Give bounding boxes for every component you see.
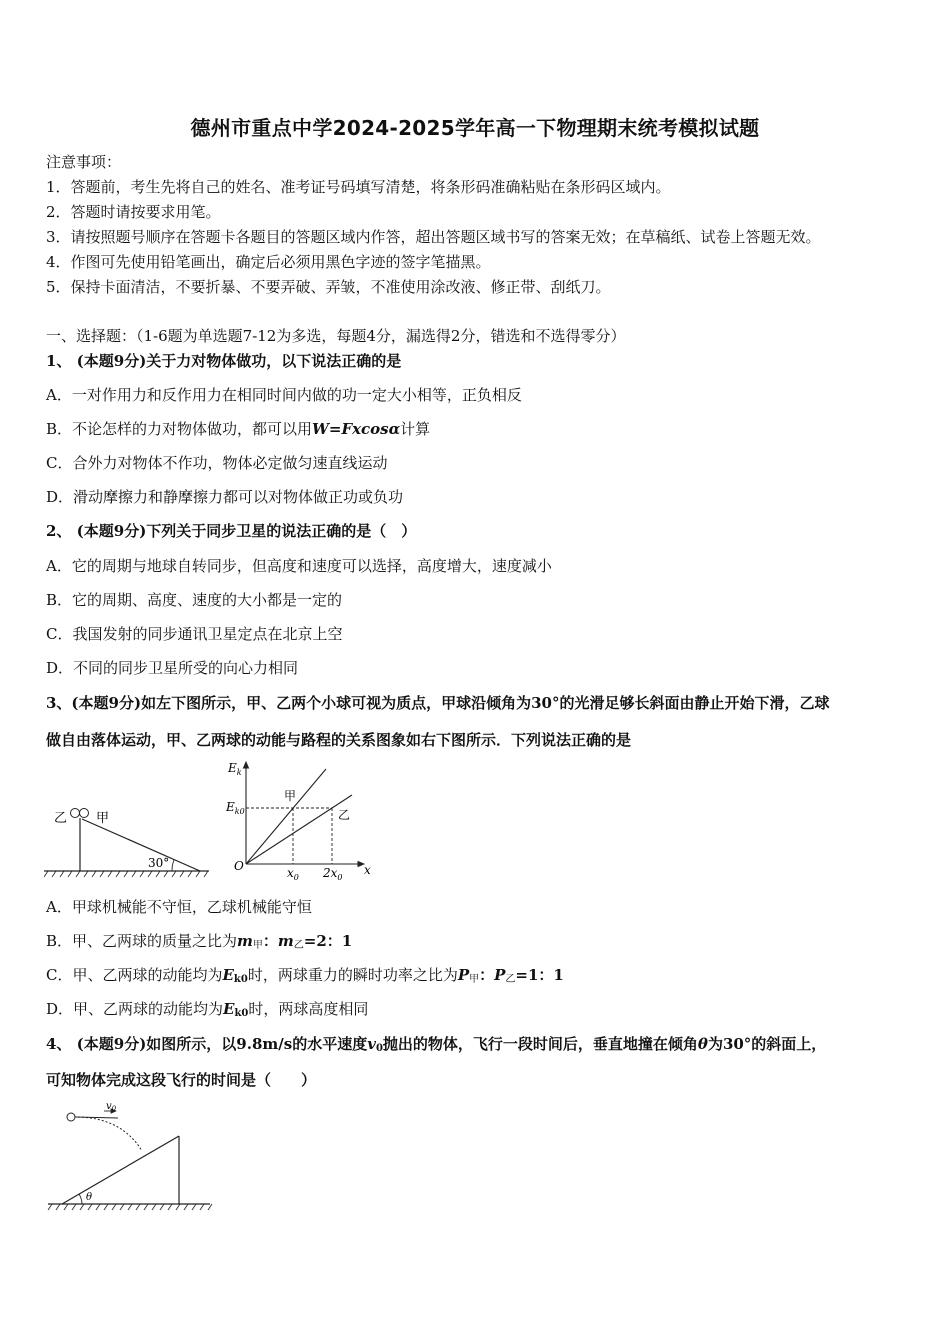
- q2-option-a: A．它的周期与地球自转同步，但高度和速度可以选择，高度增大，速度减小: [46, 557, 552, 575]
- origin-label: O: [234, 859, 244, 873]
- ground-hatch: [44, 871, 208, 877]
- q3-option-c: C．甲、乙两球的动能均为$E_{k0}$时，两球重力的瞬时功率之比为$P_甲$：$P_乙=1$：1: [46, 966, 564, 985]
- x0-label: $x_0$: [287, 866, 299, 882]
- notice-item: 5．保持卡面清洁，不要折暴、不要弄破、弄皱，不准使用涂改液、修正带、刮纸刀。: [46, 278, 611, 296]
- q1-option-b: B．不论怎样的力对物体做功，都可以用W=Fxcosα计算: [46, 420, 431, 438]
- q2-option-d: D．不同的同步卫星所受的向心力相同: [46, 659, 299, 677]
- q2-option-c: C．我国发射的同步通讯卫星定点在北京上空: [46, 625, 343, 643]
- q3-energy-graph: [224, 758, 384, 882]
- line-jia-label: 甲: [284, 789, 297, 803]
- theta-arc: [79, 1194, 82, 1204]
- projectile-ball: [67, 1113, 75, 1121]
- label-angle: 30°: [148, 856, 170, 870]
- ground-hatch: [48, 1204, 212, 1210]
- q1-option-a: A．一对作用力和反作用力在相同时间内做的功一定大小相等，正负相反: [46, 386, 522, 404]
- label-jia: 甲: [96, 811, 110, 826]
- question-4-stem-cont: 可知物体完成这段飞行的时间是（ ）: [46, 1071, 317, 1089]
- axis-x-label: x: [364, 863, 371, 877]
- notice-heading: 注意事项：: [46, 153, 122, 171]
- q1-option-c: C．合外力对物体不作功，物体必定做匀速直线运动: [46, 454, 388, 472]
- line-yi-label: 乙: [338, 808, 351, 822]
- ek0-label: $E_{k0}$: [226, 800, 245, 816]
- question-3-stem: 3、(本题9分)如左下图所示，甲、乙两个小球可视为质点，甲球沿倾角为30°的光滑足够长斜面由静止开始下滑，乙球: [46, 694, 830, 712]
- launch-line: [75, 1117, 118, 1118]
- question-2-stem: 2、 (本题9分)下列关于同步卫星的说法正确的是（ ）: [46, 522, 417, 540]
- incline-line: [62, 1136, 179, 1204]
- 2x0-label: $2x_0$: [323, 866, 343, 882]
- question-4-stem: 4、 (本题9分)如图所示，以9.8m/s的水平速度$v_0$抛出的物体，飞行一段时间后，垂直地撞在倾角θ为30°的斜面上，: [46, 1035, 827, 1054]
- q3-option-b: B．甲、乙两球的质量之比为$m_甲$：$m_乙=2$：1: [46, 932, 353, 951]
- section-heading: 一、选择题：（1-6题为单选题7-12为多选，每题4分，漏选得2分，错选和不选得零分）: [46, 327, 626, 345]
- theta-label: θ: [86, 1192, 93, 1203]
- axis-y-label: $E_k$: [228, 761, 242, 777]
- line-yi: [246, 795, 352, 864]
- question-1-stem: 1、 (本题9分)关于力对物体做功，以下说法正确的是: [46, 352, 402, 370]
- ball-jia: [80, 809, 89, 818]
- q2-option-b: B．它的周期、高度、速度的大小都是一定的: [46, 591, 343, 609]
- q4-projectile-figure: [44, 1098, 216, 1218]
- incline-line: [82, 819, 200, 871]
- label-yi: 乙: [54, 811, 68, 826]
- q3-option-d: D．甲、乙两球的动能均为$E_{k0}$时，两球高度相同: [46, 1000, 369, 1019]
- notice-item: 1．答题前，考生先将自己的姓名、准考证号码填写清楚，将条形码准确粘贴在条形码区域内。: [46, 178, 671, 196]
- ball-yi: [71, 809, 80, 818]
- formula: W=Fxcosα: [312, 420, 401, 438]
- notice-item: 4．作图可先使用铅笔画出，确定后必须用黑色字迹的签字笔描黑。: [46, 253, 491, 271]
- velocity-label: $v_0$: [106, 1101, 117, 1113]
- q1-option-d: D．滑动摩擦力和静摩擦力都可以对物体做正功或负功: [46, 488, 404, 506]
- page-title: 德州市重点中学2024-2025学年高一下物理期末统考模拟试题: [190, 116, 760, 140]
- line-jia: [246, 769, 326, 864]
- question-3-stem-cont: 做自由落体运动，甲、乙两球的动能与路程的关系图象如右下图所示．下列说法正确的是: [46, 731, 632, 749]
- notice-item: 3．请按照题号顺序在答题卡各题目的答题区域内作答，超出答题区域书写的答案无效；在草稿纸、试卷上答题无效。: [46, 228, 821, 246]
- angle-arc: [172, 860, 174, 871]
- q3-option-a: A．甲球机械能不守恒，乙球机械能守恒: [46, 898, 312, 916]
- trajectory-path: [78, 1117, 142, 1151]
- notice-item: 2．答题时请按要求用笔。: [46, 203, 221, 221]
- q3-incline-figure: [44, 795, 214, 885]
